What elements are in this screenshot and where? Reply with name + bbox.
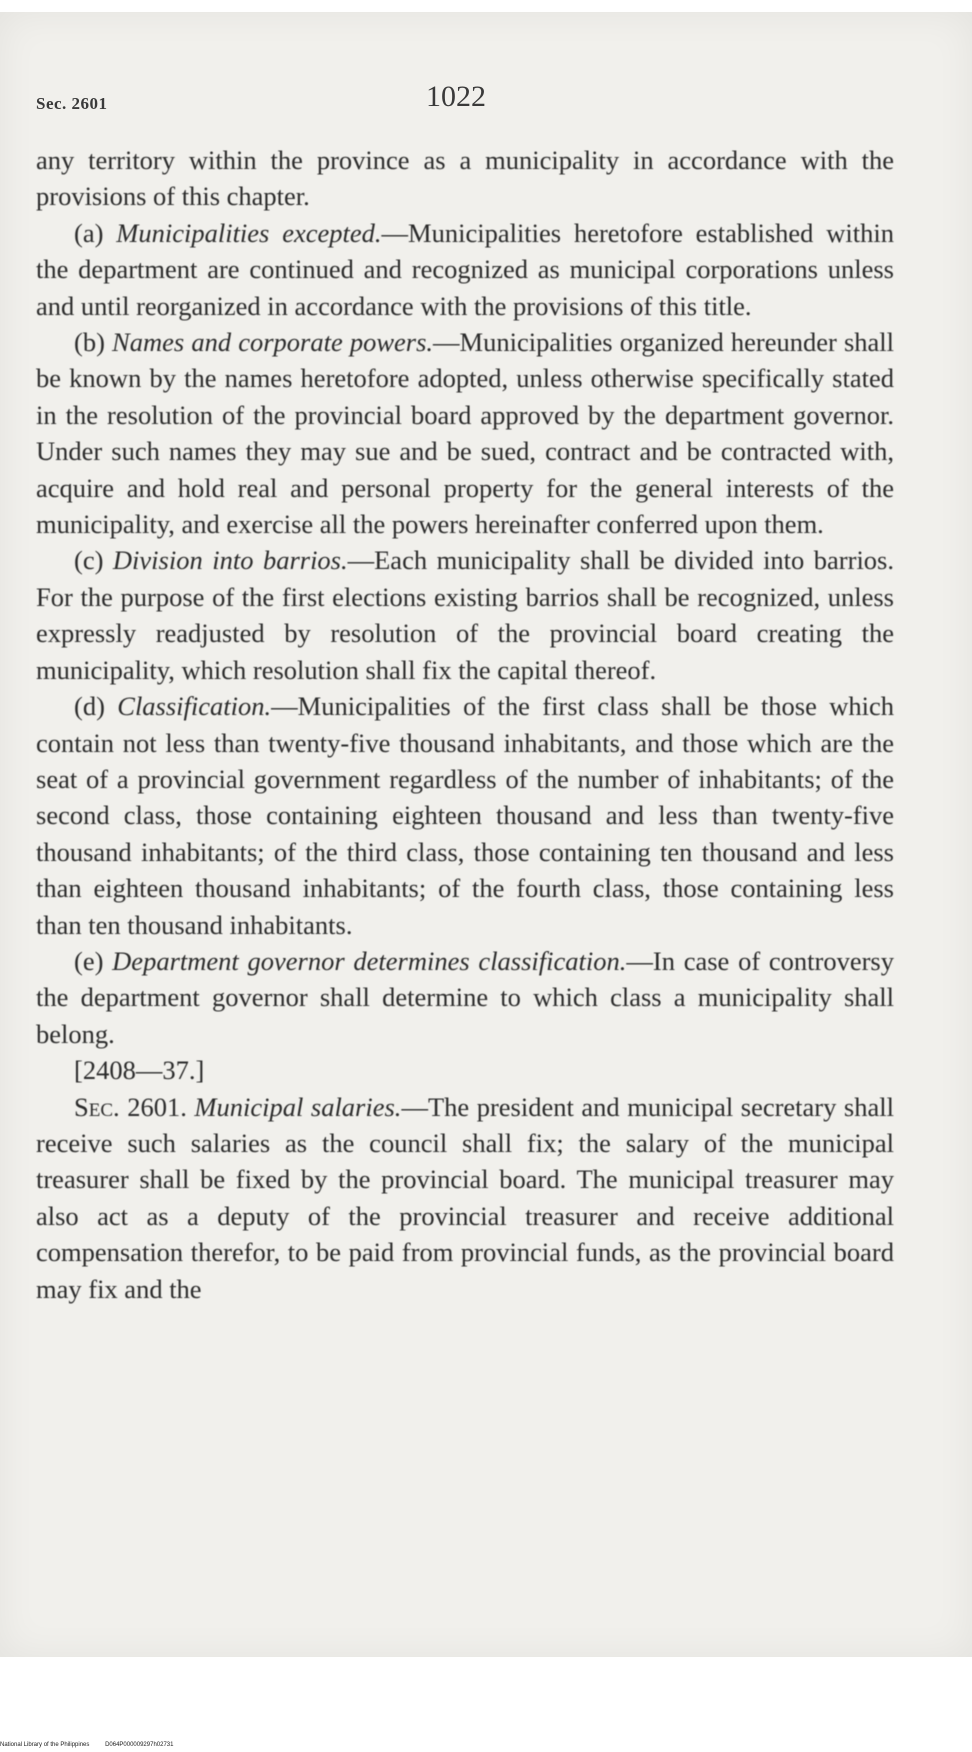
paragraph-heading: Names and corporate powers.	[112, 327, 434, 358]
paragraph-label: (a)	[74, 217, 104, 248]
paragraph-label: (c)	[74, 545, 104, 576]
section-heading: Municipal salaries.	[194, 1091, 402, 1122]
section-text: —The president and municipal secretary shall receive such salaries as the council shall fix; the salary of the municipal treasurer shall be fixed by the provincial board. The municipal treasurer may also act as a deputy of the provincial treasurer and receive additional compensation therefor, to be paid from provincial funds, as the provincial board may fix and the	[36, 1091, 894, 1304]
paragraph-e	[36, 943, 894, 1052]
source-citation	[36, 1052, 894, 1088]
paragraph-text: —Municipalities organized hereunder shall be known by the names heretofore adopted, unless otherwise specifically stated in the resolution of the provincial board approved by the department governor. Under such names they may sue and be sued, contract and be contracted with, acquire and hold real and personal property for the general interests of the municipality, and exercise all the powers hereinafter conferred upon them.	[36, 327, 894, 540]
section-label: Sec. 2601	[36, 94, 108, 113]
page-number: 1022	[426, 80, 486, 113]
paragraph-text: —Municipalities heretofore established within the department are continued and recognized as municipal corporations unless and until reorganized in accordance with the provisions of this title.	[36, 217, 894, 321]
paragraph-label: (b)	[74, 327, 105, 358]
paragraph-text: any territory within the province as a municipality in accordance with the provisions of this chapter.	[36, 145, 894, 212]
footer-source: National Library of the Philippines	[0, 1742, 90, 1748]
paragraph-d	[36, 688, 894, 943]
scanned-page	[0, 12, 972, 1657]
page-header	[36, 80, 896, 120]
footer-id: D064P000009297h02731	[105, 1742, 174, 1748]
paragraph-text: —Each municipality shall be divided into barrios. For the purpose of the first elections existing barrios shall be recognized, unless expressly readjusted by resolution of the provincial board creating the municipality, which resolution shall fix the capital thereof.	[36, 545, 895, 685]
body-text	[36, 142, 894, 1307]
section-2601	[36, 1089, 894, 1307]
paragraph-a	[36, 215, 894, 324]
scan-footer	[0, 1742, 187, 1748]
section-number: Sec. 2601.	[74, 1091, 187, 1122]
paragraph-heading: Division into barrios.	[112, 545, 348, 576]
paragraph-c	[36, 542, 894, 688]
paragraph-heading: Classification.	[117, 691, 272, 722]
paragraph-heading: Department governor determines classification.	[112, 945, 627, 976]
citation-text: [2408—37.]	[74, 1055, 205, 1086]
paragraph-label: (e)	[74, 945, 104, 976]
paragraph-b	[36, 324, 894, 542]
paragraph-heading: Municipalities excepted.	[116, 217, 382, 248]
paragraph-label: (d)	[74, 691, 105, 722]
paragraph-text: —Municipalities of the first class shall be those which contain not less than twenty-five thousand inhabitants, and those which are the seat of a provincial government regardless of the number of inhabitants; of the second class, those containing eighteen thousand and less than twenty-five thousand inhabitants; of the third class, those containing ten thousand and less than eighteen thousand inhabitants; of the fourth class, those containing less than ten thousand inhabitants.	[36, 691, 894, 940]
paragraph-text: —In case of controversy the department governor shall determine to which class a municipality shall belong.	[36, 945, 894, 1049]
paragraph-continuation	[36, 142, 894, 215]
